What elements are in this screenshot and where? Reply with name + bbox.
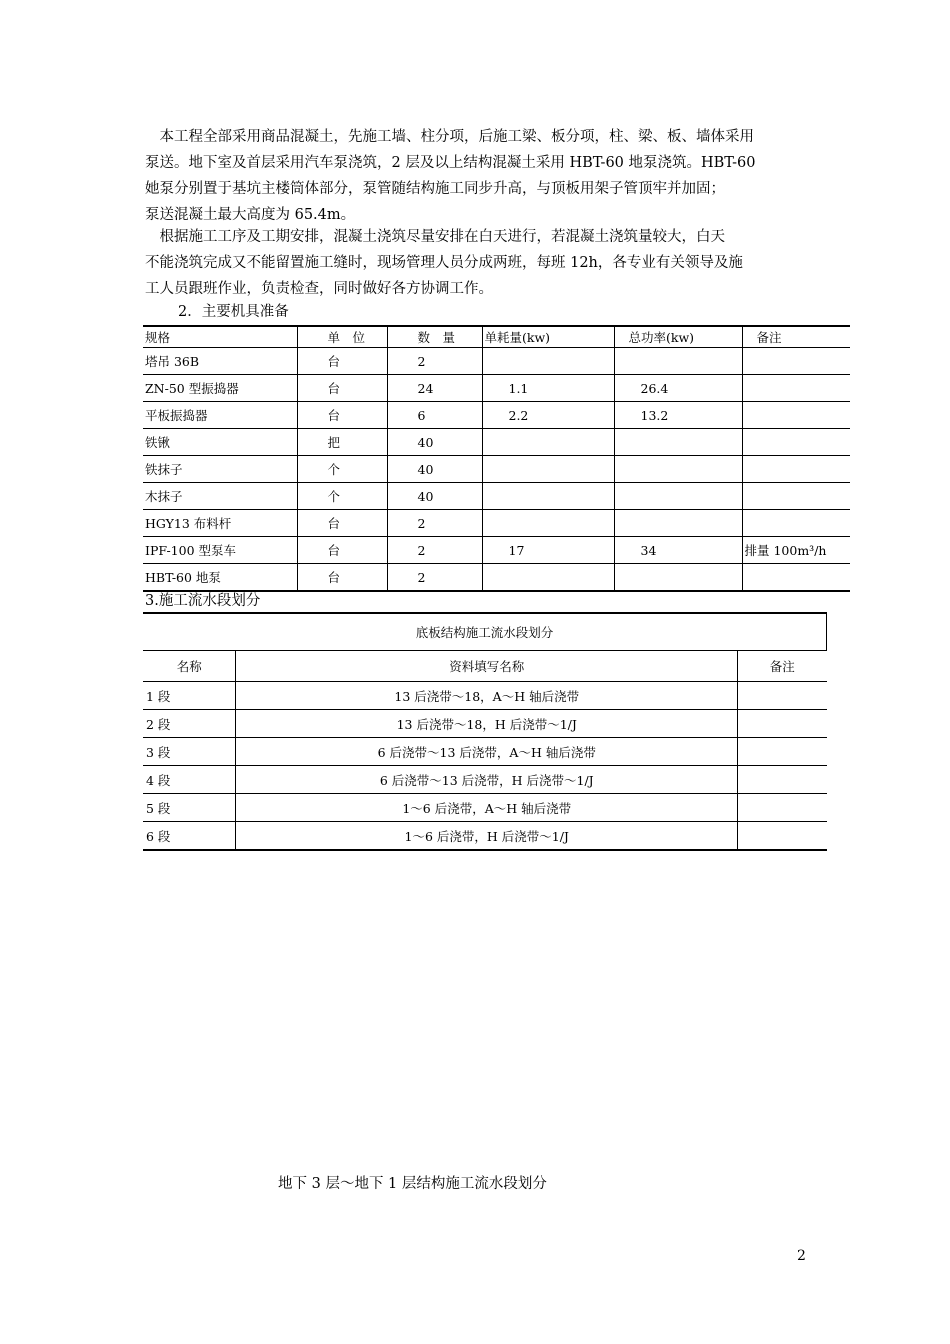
paragraph-line: 不能浇筑完成又不能留置施工缝时，现场管理人员分成两班，每班 12h，各专业有关领导及施: [145, 255, 743, 271]
table-cell: 1～6 后浇带，A～H 轴后浇带: [236, 794, 738, 822]
table-cell: [614, 348, 742, 375]
table-cell: [742, 348, 850, 375]
table-title-row: [143, 613, 827, 651]
table-cell: 台: [297, 510, 387, 537]
paragraph-line: 泵送。地下室及首层采用汽车泵浇筑，2 层及以上结构混凝土采用 HBT-60 地泵浇筑。HBT-60: [145, 155, 756, 171]
table-cell: 13 后浇带～18，A～H 轴后浇带: [236, 682, 738, 710]
table-cell: 2: [387, 564, 482, 592]
table-cell: 6 后浇带～13 后浇带，H 后浇带～1/J: [236, 766, 738, 794]
paragraph-line: 她泵分别置于基坑主楼筒体部分，泵管随结构施工同步升高，与顶板用架子管顶牢并加固；: [145, 181, 725, 197]
paragraph-line: 泵送混凝土最大高度为 65.4m。: [145, 207, 356, 223]
table-cell: 台: [297, 375, 387, 402]
table-cell: [742, 483, 850, 510]
table-cell: [742, 429, 850, 456]
flow-segment-table: [143, 612, 827, 851]
table-cell: [614, 564, 742, 592]
section-3-title: 3.施工流水段划分: [145, 593, 261, 609]
table-header-row: [143, 326, 850, 348]
table-cell: 排量 100m³/h: [742, 537, 850, 564]
table-cell: [738, 822, 827, 851]
table-cell: [482, 564, 614, 592]
table-cell: 1～6 后浇带，H 后浇带～1/J: [236, 822, 738, 851]
column-header: 名称: [143, 651, 236, 682]
column-header: 单耗量(kw): [482, 326, 614, 348]
schedule-paragraph: [145, 224, 807, 302]
table-cell: 34: [614, 537, 742, 564]
intro-paragraph: [145, 124, 807, 228]
table-row: [143, 564, 850, 592]
table-cell: 13 后浇带～18，H 后浇带～1/J: [236, 710, 738, 738]
table-cell: [482, 483, 614, 510]
table-cell: 台: [297, 348, 387, 375]
table-cell: 台: [297, 537, 387, 564]
table-cell: 2: [387, 537, 482, 564]
paragraph-line: 本工程全部采用商品混凝土，先施工墙、柱分项，后施工梁、板分项，柱、梁、板、墙体采用: [145, 129, 754, 145]
table-row: [143, 348, 850, 375]
table-cell: 26.4: [614, 375, 742, 402]
table-cell: [614, 429, 742, 456]
table-cell: [614, 510, 742, 537]
table-cell: 1 段: [143, 682, 236, 710]
column-header: 备注: [738, 651, 827, 682]
table-cell: 2: [387, 348, 482, 375]
table-cell: 铁锹: [143, 429, 297, 456]
table-cell: 2: [387, 510, 482, 537]
table-cell: [738, 794, 827, 822]
table-cell: 把: [297, 429, 387, 456]
table-header-row: [143, 651, 827, 682]
table-cell: [738, 682, 827, 710]
column-header: 备注: [742, 326, 850, 348]
table-cell: [742, 402, 850, 429]
table-cell: 个: [297, 456, 387, 483]
table-row: [143, 766, 827, 794]
table-cell: [482, 510, 614, 537]
column-header: 规格: [143, 326, 297, 348]
table-cell: [738, 766, 827, 794]
table-cell: 2 段: [143, 710, 236, 738]
bottom-caption: 地下 3 层～地下 1 层结构施工流水段划分: [278, 1176, 547, 1192]
table-row: [143, 822, 827, 851]
table-cell: [738, 738, 827, 766]
table-cell: HGY13 布料杆: [143, 510, 297, 537]
paragraph-line: 根据施工工序及工期安排，混凝土浇筑尽量安排在白天进行，若混凝土浇筑量较大，白天: [145, 229, 725, 245]
table-row: [143, 710, 827, 738]
section-2-title: 2．主要机具准备: [178, 304, 289, 320]
table-row: [143, 682, 827, 710]
table-title: 底板结构施工流水段划分: [143, 613, 827, 651]
table-cell: ZN-50 型振捣器: [143, 375, 297, 402]
table-cell: [482, 429, 614, 456]
table-cell: 2.2: [482, 402, 614, 429]
table-cell: [742, 510, 850, 537]
table-cell: 个: [297, 483, 387, 510]
table-row: [143, 375, 850, 402]
table-cell: 13.2: [614, 402, 742, 429]
table-cell: 铁抹子: [143, 456, 297, 483]
table-cell: HBT-60 地泵: [143, 564, 297, 592]
table-cell: [482, 456, 614, 483]
table-cell: [738, 710, 827, 738]
table-cell: [742, 456, 850, 483]
table-cell: [614, 483, 742, 510]
table-cell: [742, 564, 850, 592]
table-cell: 1.1: [482, 375, 614, 402]
table-row: [143, 402, 850, 429]
table-cell: 台: [297, 564, 387, 592]
table-row: [143, 738, 827, 766]
column-header: 总功率(kw): [614, 326, 742, 348]
table-cell: IPF-100 型泵车: [143, 537, 297, 564]
table-cell: [742, 375, 850, 402]
table-cell: 6: [387, 402, 482, 429]
table-cell: 17: [482, 537, 614, 564]
page-number: 2: [797, 1248, 806, 1264]
table-row: [143, 794, 827, 822]
table-cell: 塔吊 36B: [143, 348, 297, 375]
table-cell: 4 段: [143, 766, 236, 794]
table-cell: 3 段: [143, 738, 236, 766]
table-row: [143, 429, 850, 456]
table-cell: [482, 348, 614, 375]
column-header: 数 量: [387, 326, 482, 348]
table-cell: 台: [297, 402, 387, 429]
table-cell: 6 后浇带～13 后浇带，A～H 轴后浇带: [236, 738, 738, 766]
table-cell: 40: [387, 483, 482, 510]
column-header: 单 位: [297, 326, 387, 348]
equipment-table: [143, 325, 850, 592]
table-row: [143, 537, 850, 564]
paragraph-line: 工人员跟班作业，负责检查，同时做好各方协调工作。: [145, 281, 493, 297]
table-cell: 40: [387, 429, 482, 456]
table-cell: 5 段: [143, 794, 236, 822]
table-row: [143, 483, 850, 510]
table-cell: 40: [387, 456, 482, 483]
table-cell: 24: [387, 375, 482, 402]
table-cell: [614, 456, 742, 483]
table-row: [143, 456, 850, 483]
table-cell: 6 段: [143, 822, 236, 851]
table-cell: 木抹子: [143, 483, 297, 510]
column-header: 资料填写名称: [236, 651, 738, 682]
table-row: [143, 510, 850, 537]
table-cell: 平板振捣器: [143, 402, 297, 429]
